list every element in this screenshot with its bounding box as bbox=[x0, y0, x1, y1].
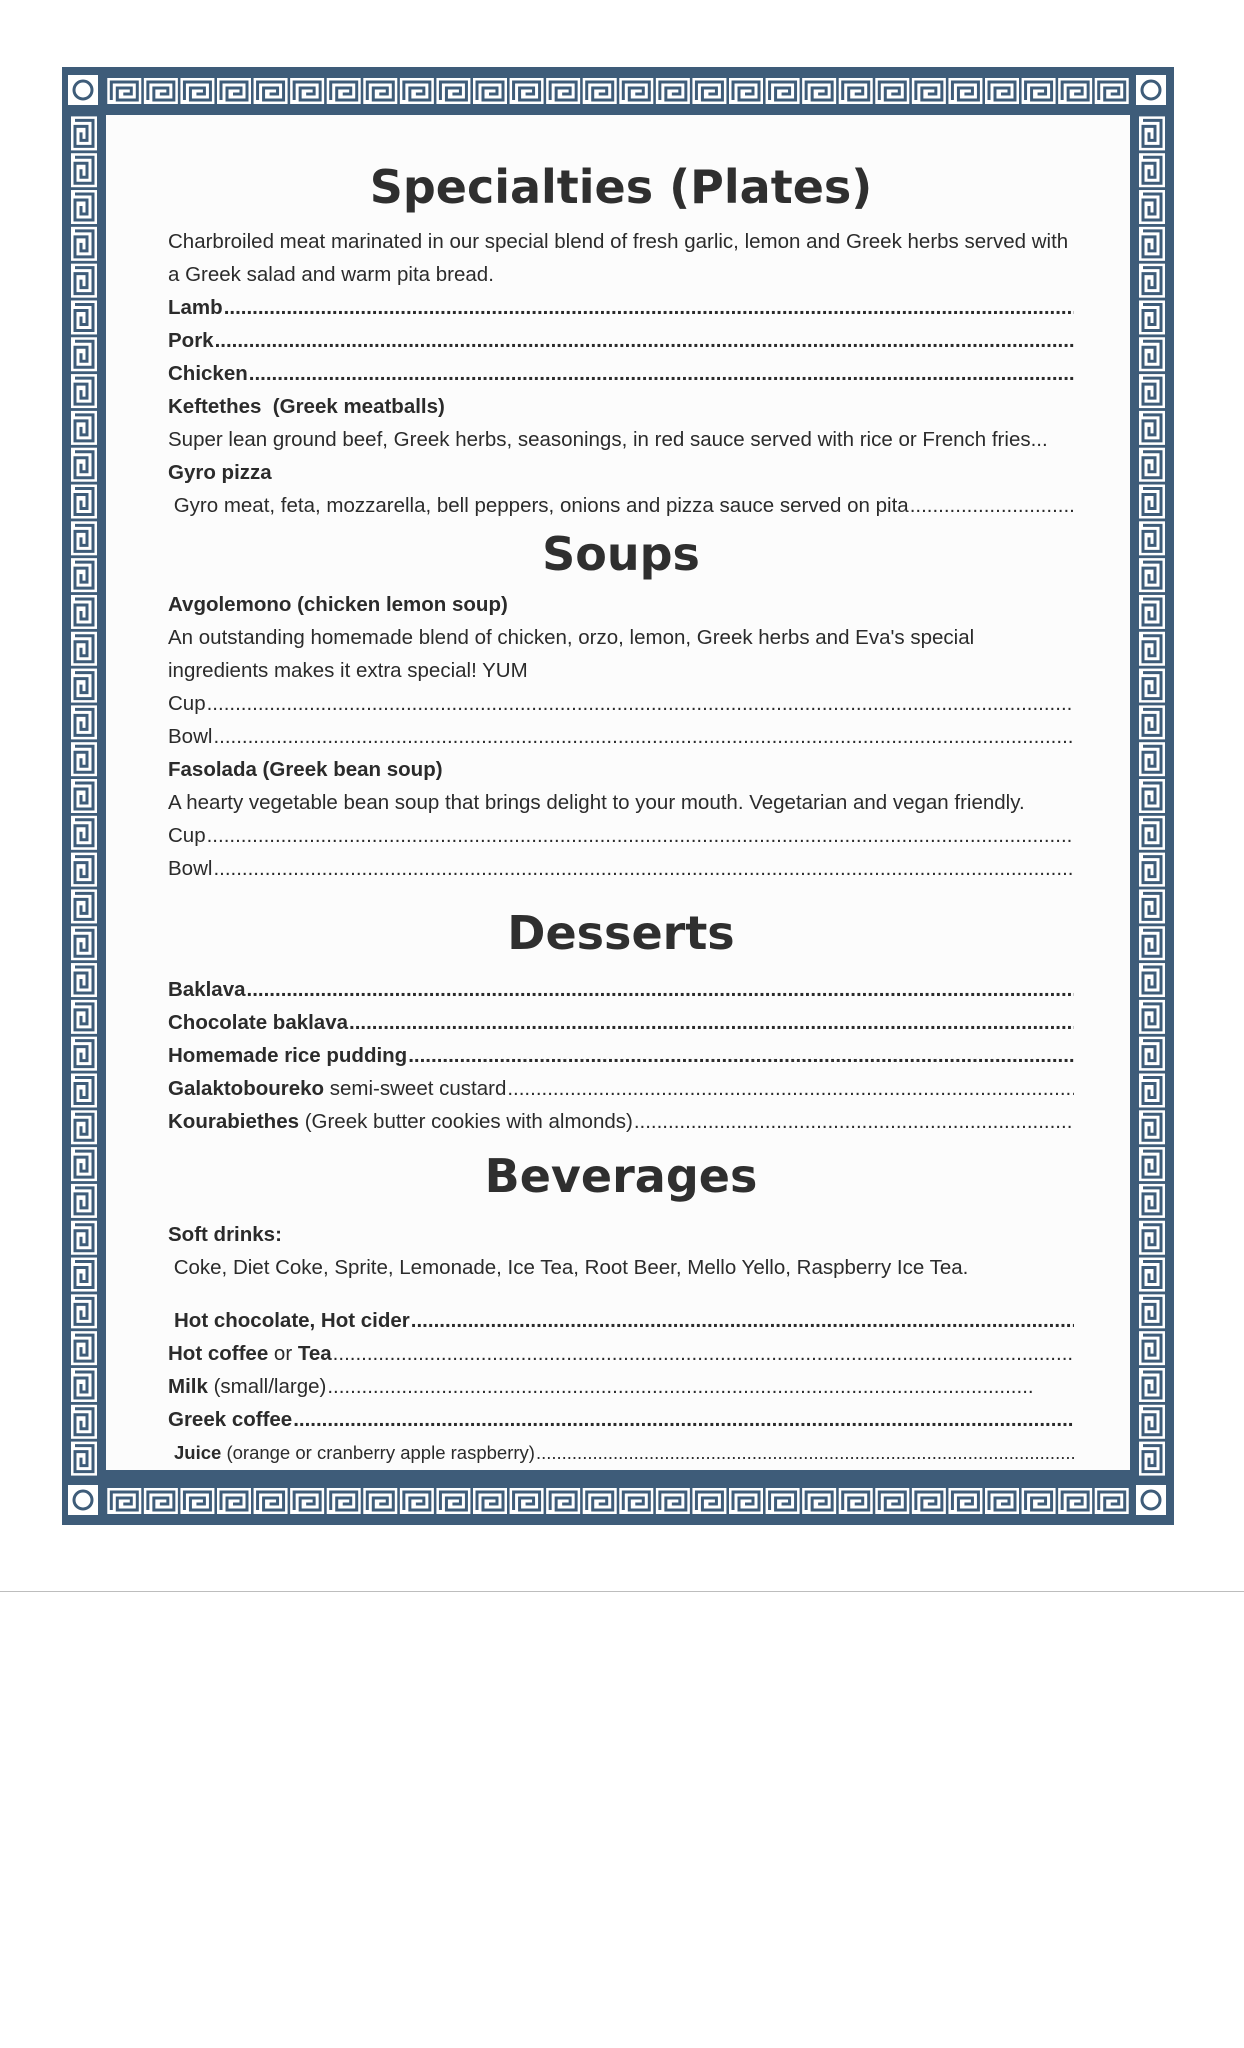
greek-key-icon bbox=[400, 1488, 434, 1514]
greek-key-icon bbox=[180, 1488, 214, 1514]
greek-key-icon bbox=[71, 521, 97, 555]
greek-key-icon bbox=[1139, 669, 1165, 703]
greek-key-icon bbox=[875, 78, 909, 104]
greek-key-icon bbox=[144, 78, 178, 104]
greek-key-icon bbox=[71, 1000, 97, 1034]
greek-key-icon bbox=[71, 411, 97, 445]
menu-item-chicken: Chicken ..... bbox=[168, 357, 1074, 390]
greek-key-icon bbox=[71, 669, 97, 703]
greek-key-icon bbox=[875, 1488, 909, 1514]
greek-key-icon bbox=[912, 1488, 946, 1514]
greek-key-icon bbox=[1139, 337, 1165, 371]
greek-key-icon bbox=[1139, 1294, 1165, 1328]
greek-key-icon bbox=[1139, 190, 1165, 224]
corner-icon-tr bbox=[1136, 75, 1166, 105]
greek-key-icon bbox=[1139, 1147, 1165, 1181]
greek-key-icon bbox=[729, 78, 763, 104]
greek-key-icon bbox=[327, 78, 361, 104]
menu-item-hot-coffee: Hot coffee or Tea ..... bbox=[168, 1337, 1074, 1370]
avgolemono-bowl: Bowl ..... bbox=[168, 720, 1074, 753]
greek-key-icon bbox=[71, 558, 97, 592]
greek-key-icon bbox=[71, 1110, 97, 1144]
menu-content bbox=[106, 115, 1130, 1470]
greek-key-icon bbox=[1139, 1000, 1165, 1034]
greek-key-icon bbox=[473, 78, 507, 104]
greek-key-icon bbox=[1139, 742, 1165, 776]
greek-key-icon bbox=[1139, 448, 1165, 482]
avgolemono-description: An outstanding homemade blend of chicken, orzo, lemon, Greek herbs and Eva's special ingredients makes it extra special! YUM bbox=[168, 626, 975, 682]
greek-key-icon bbox=[1139, 1405, 1165, 1439]
greek-key-icon bbox=[1095, 78, 1129, 104]
greek-key-icon bbox=[71, 448, 97, 482]
greek-key-icon bbox=[290, 1488, 324, 1514]
greek-key-icon bbox=[619, 1488, 653, 1514]
corner-icon-tl bbox=[68, 75, 98, 105]
greek-key-icon bbox=[71, 742, 97, 776]
greek-key-icon bbox=[948, 1488, 982, 1514]
avgolemono-cup: Cup ..... bbox=[168, 687, 1074, 720]
greek-key-icon bbox=[71, 116, 97, 150]
greek-key-icon bbox=[692, 78, 726, 104]
soups-heading: Soups bbox=[542, 527, 700, 581]
greek-key-icon bbox=[1139, 153, 1165, 187]
greek-key-icon bbox=[839, 1488, 873, 1514]
greek-key-icon bbox=[71, 1221, 97, 1255]
page-divider bbox=[0, 1591, 1244, 1592]
greek-key-icon bbox=[71, 853, 97, 887]
greek-key-icon bbox=[71, 1147, 97, 1181]
greek-key-icon bbox=[71, 779, 97, 813]
menu-item-milk: Milk (small/large) ..... bbox=[168, 1370, 1074, 1403]
greek-key-icon bbox=[766, 1488, 800, 1514]
greek-key-icon bbox=[656, 78, 690, 104]
greek-key-icon bbox=[1139, 632, 1165, 666]
greek-key-icon bbox=[1139, 926, 1165, 960]
greek-key-icon bbox=[1139, 1184, 1165, 1218]
greek-key-icon bbox=[217, 1488, 251, 1514]
soft-drinks: Soft drinks: Coke, Diet Coke, Sprite, Lemonade, Ice Tea, Root Beer, Mello Yello, Raspberry Ice Tea. bbox=[168, 1223, 969, 1279]
greek-key-icon bbox=[1139, 595, 1165, 629]
greek-key-icon bbox=[290, 78, 324, 104]
menu-item-gyro-pizza: Gyro pizza bbox=[168, 461, 272, 484]
greek-key-icon bbox=[71, 632, 97, 666]
greek-key-icon bbox=[546, 1488, 580, 1514]
greek-key-icon bbox=[985, 78, 1019, 104]
greek-key-icon bbox=[217, 78, 251, 104]
greek-key-icon bbox=[1139, 1110, 1165, 1144]
greek-key-icon bbox=[254, 1488, 288, 1514]
greek-key-icon bbox=[766, 78, 800, 104]
greek-key-icon bbox=[71, 337, 97, 371]
desserts-heading: Desserts bbox=[507, 906, 735, 960]
greek-key-icon bbox=[510, 78, 544, 104]
greek-key-icon bbox=[71, 153, 97, 187]
fasolada-bowl: Bowl ..... bbox=[168, 852, 1074, 885]
greek-key-icon bbox=[71, 963, 97, 997]
greek-key-icon bbox=[71, 705, 97, 739]
greek-key-icon bbox=[839, 78, 873, 104]
greek-key-icon bbox=[1139, 889, 1165, 923]
gyro-pizza-description: Gyro meat, feta, mozzarella, bell peppers, onions and pizza sauce served on pita ..... bbox=[168, 489, 1074, 522]
greek-key-icon bbox=[1139, 264, 1165, 298]
greek-key-icon bbox=[1139, 963, 1165, 997]
greek-key-icon bbox=[107, 1488, 141, 1514]
greek-key-icon bbox=[1139, 521, 1165, 555]
greek-key-icon bbox=[71, 1368, 97, 1402]
greek-key-icon bbox=[327, 1488, 361, 1514]
greek-key-icon bbox=[1139, 411, 1165, 445]
greek-key-icon bbox=[1022, 1488, 1056, 1514]
greek-key-icon bbox=[546, 78, 580, 104]
menu-item-juice: Juice (orange or cranberry apple raspberry) ..... bbox=[168, 1436, 1074, 1469]
fasolada-cup: Cup ..... bbox=[168, 819, 1074, 852]
keftethes-description: Super lean ground beef, Greek herbs, seasonings, in red sauce served with rice or French fries... bbox=[168, 428, 1048, 451]
greek-key-icon bbox=[1058, 78, 1092, 104]
menu-item-greek-coffee: Greek coffee ..... bbox=[168, 1403, 1074, 1436]
greek-key-icon bbox=[71, 1073, 97, 1107]
greek-key-icon bbox=[71, 889, 97, 923]
greek-key-icon bbox=[71, 227, 97, 261]
menu-item-pork: Pork ..... bbox=[168, 324, 1074, 357]
fasolada-description: A hearty vegetable bean soup that brings delight to your mouth. Vegetarian and vegan friendly. bbox=[168, 791, 1025, 814]
greek-key-icon bbox=[583, 78, 617, 104]
beverages-heading: Beverages bbox=[484, 1149, 758, 1203]
greek-key-icon bbox=[1139, 116, 1165, 150]
greek-key-icon bbox=[71, 1331, 97, 1365]
menu-item-chocolate-baklava: Chocolate baklava ..... bbox=[168, 1006, 1074, 1039]
greek-key-icon bbox=[71, 374, 97, 408]
greek-key-icon bbox=[71, 1294, 97, 1328]
greek-key-icon bbox=[912, 78, 946, 104]
greek-key-icon bbox=[1139, 1368, 1165, 1402]
greek-key-icon bbox=[985, 1488, 1019, 1514]
greek-key-icon bbox=[1139, 1331, 1165, 1365]
greek-key-icon bbox=[71, 1184, 97, 1218]
greek-key-icon bbox=[1139, 300, 1165, 334]
greek-key-icon bbox=[71, 1405, 97, 1439]
greek-key-icon bbox=[1139, 1258, 1165, 1292]
greek-key-icon bbox=[71, 816, 97, 850]
specialties-heading: Specialties (Plates) bbox=[369, 160, 873, 214]
greek-key-icon bbox=[71, 595, 97, 629]
greek-key-icon bbox=[144, 1488, 178, 1514]
greek-key-icon bbox=[1139, 705, 1165, 739]
menu-item-baklava: Baklava ..... bbox=[168, 973, 1074, 1006]
menu-frame bbox=[62, 67, 1174, 1525]
greek-key-icon bbox=[363, 78, 397, 104]
corner-icon-br bbox=[1136, 1485, 1166, 1515]
greek-key-icon bbox=[71, 1037, 97, 1071]
greek-key-icon bbox=[1139, 779, 1165, 813]
greek-key-icon bbox=[1139, 1442, 1165, 1476]
greek-key-icon bbox=[254, 78, 288, 104]
menu-item-kourabiethes: Kourabiethes (Greek butter cookies with almonds) ..... bbox=[168, 1105, 1074, 1138]
greek-key-icon bbox=[1139, 227, 1165, 261]
menu-item-rice-pudding: Homemade rice pudding ..... bbox=[168, 1039, 1074, 1072]
menu-item-fasolada: Fasolada (Greek bean soup) bbox=[168, 758, 443, 781]
greek-key-icon bbox=[583, 1488, 617, 1514]
greek-key-icon bbox=[802, 78, 836, 104]
menu-item-lamb: Lamb ..... bbox=[168, 291, 1074, 324]
greek-key-icon bbox=[107, 78, 141, 104]
greek-key-icon bbox=[1139, 374, 1165, 408]
specialties-description: Charbroiled meat marinated in our special blend of fresh garlic, lemon and Greek herbs served with a Greek salad and warm pita bread. bbox=[168, 230, 1069, 286]
greek-key-icon bbox=[802, 1488, 836, 1514]
greek-key-icon bbox=[656, 1488, 690, 1514]
greek-key-icon bbox=[180, 78, 214, 104]
greek-key-icon bbox=[71, 485, 97, 519]
greek-key-icon bbox=[71, 1442, 97, 1476]
greek-key-icon bbox=[71, 926, 97, 960]
greek-key-icon bbox=[436, 78, 470, 104]
greek-key-icon bbox=[948, 78, 982, 104]
greek-key-icon bbox=[1058, 1488, 1092, 1514]
greek-key-icon bbox=[1095, 1488, 1129, 1514]
menu-item-avgolemono: Avgolemono (chicken lemon soup) bbox=[168, 593, 508, 616]
greek-key-icon bbox=[71, 1258, 97, 1292]
greek-key-icon bbox=[71, 190, 97, 224]
greek-key-icon bbox=[1139, 558, 1165, 592]
greek-key-icon bbox=[619, 78, 653, 104]
greek-key-icon bbox=[510, 1488, 544, 1514]
greek-key-icon bbox=[1139, 1221, 1165, 1255]
menu-item-galaktoboureko: Galaktoboureko semi-sweet custard ..... bbox=[168, 1072, 1074, 1105]
greek-key-icon bbox=[473, 1488, 507, 1514]
greek-key-icon bbox=[71, 264, 97, 298]
greek-key-icon bbox=[1139, 1073, 1165, 1107]
greek-key-icon bbox=[1022, 78, 1056, 104]
greek-key-icon bbox=[729, 1488, 763, 1514]
greek-key-icon bbox=[400, 78, 434, 104]
greek-key-icon bbox=[1139, 816, 1165, 850]
greek-key-icon bbox=[1139, 1037, 1165, 1071]
greek-key-icon bbox=[436, 1488, 470, 1514]
greek-key-icon bbox=[363, 1488, 397, 1514]
corner-icon-bl bbox=[68, 1485, 98, 1515]
greek-key-icon bbox=[1139, 485, 1165, 519]
menu-item-hot-chocolate: Hot chocolate, Hot cider ..... bbox=[168, 1304, 1074, 1337]
greek-key-icon bbox=[1139, 853, 1165, 887]
menu-item-keftethes: Keftethes (Greek meatballs) bbox=[168, 395, 445, 418]
greek-key-icon bbox=[692, 1488, 726, 1514]
greek-key-icon bbox=[71, 300, 97, 334]
